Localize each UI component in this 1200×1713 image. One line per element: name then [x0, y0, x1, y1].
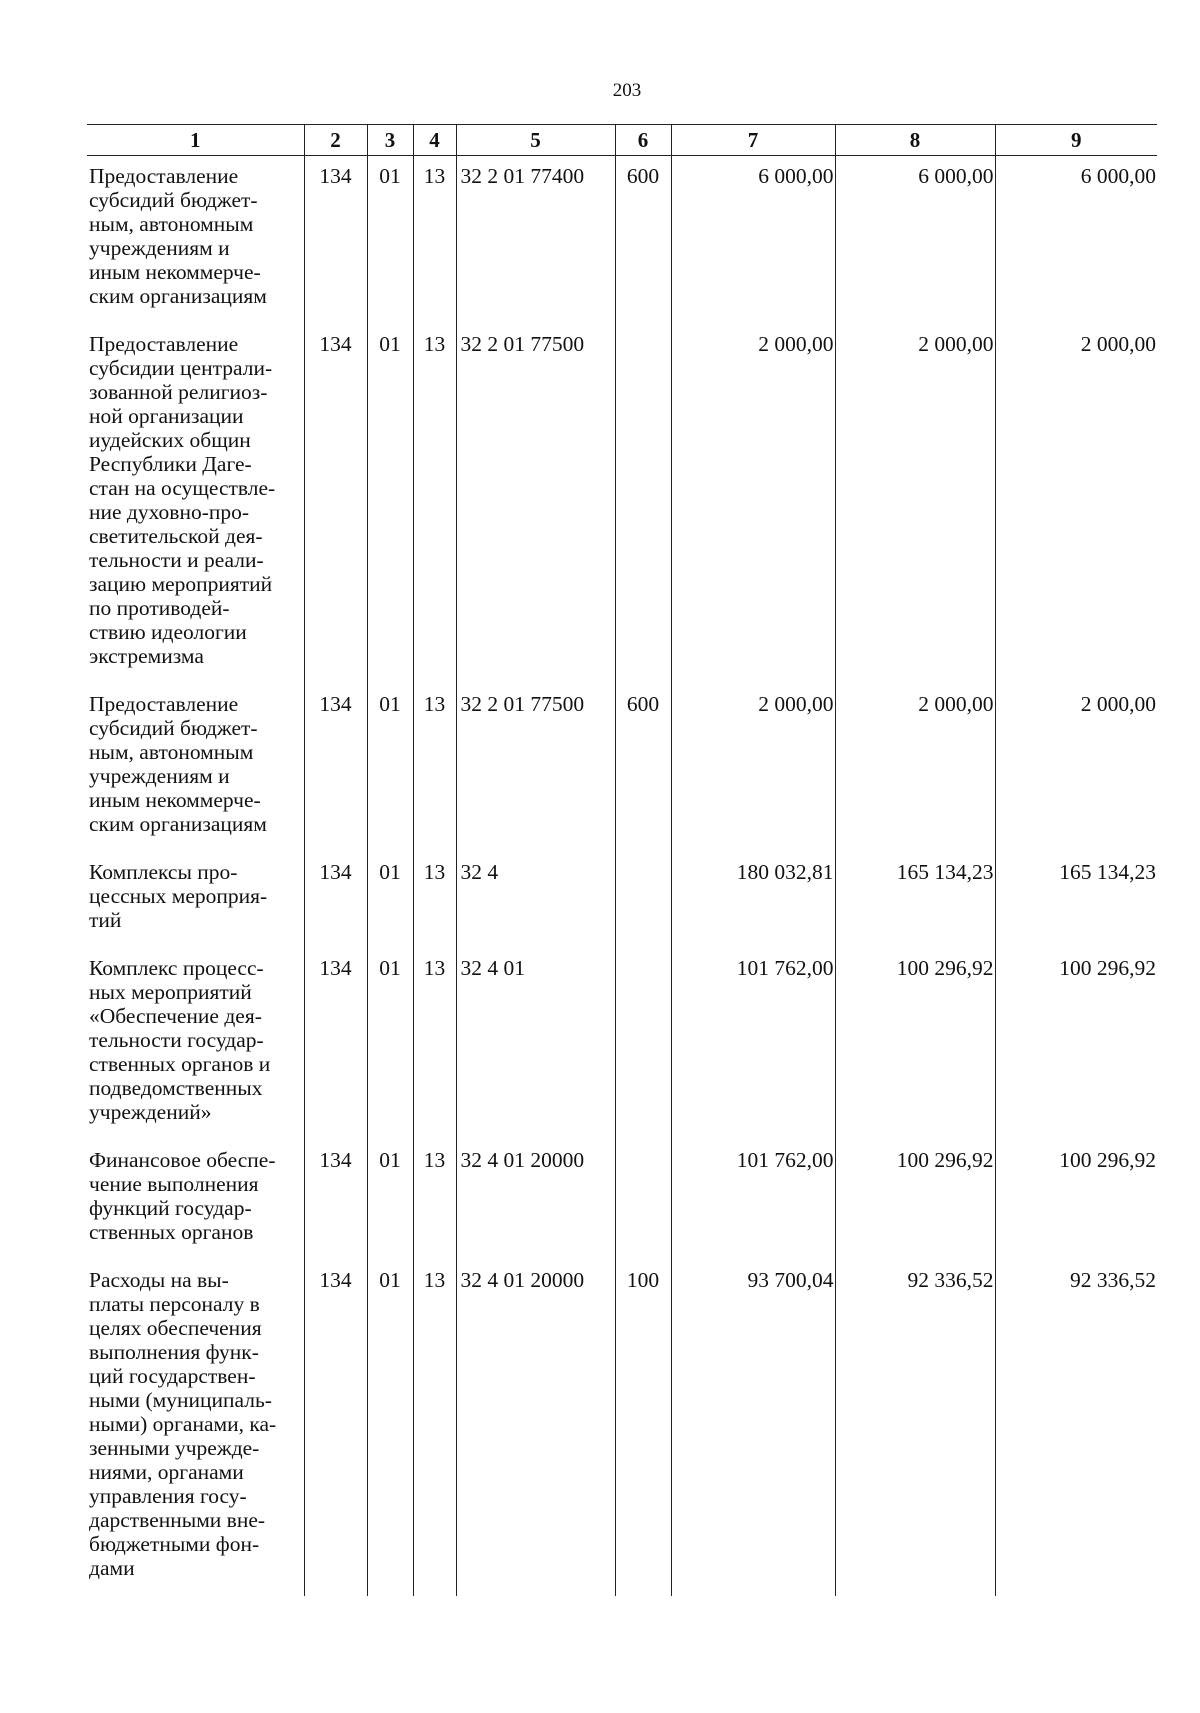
amount-cell: 92 336,52 — [835, 1260, 995, 1596]
description-line: бюджетными фон- — [89, 1532, 260, 1556]
description-cell — [87, 852, 304, 948]
target-article-cell: 32 4 01 20000 — [456, 1140, 615, 1260]
description-line: ние духовно-про- — [89, 500, 250, 524]
section-cell: 01 — [367, 324, 413, 684]
publisher-code-cell: 134 — [304, 1140, 367, 1260]
table-row — [87, 948, 1157, 1140]
column-header: 7 — [671, 125, 835, 156]
expense-type-cell — [615, 852, 671, 948]
description-line: Предоставление — [89, 332, 239, 356]
description-line: ных мероприятий — [89, 980, 252, 1004]
expense-type-cell: 600 — [615, 684, 671, 852]
subsection-cell: 13 — [413, 156, 456, 325]
description-line: ными) органами, ка- — [89, 1412, 277, 1436]
table-row — [87, 852, 1157, 948]
description-line: цессных мероприя- — [89, 884, 268, 908]
section-cell: 01 — [367, 852, 413, 948]
description-cell — [87, 156, 304, 325]
table-row — [87, 684, 1157, 852]
description-line: ным, автономным — [89, 212, 254, 236]
page-number: 203 — [612, 80, 642, 101]
description-line: субсидий бюджет- — [89, 716, 258, 740]
description-line: ниями, органами — [89, 1460, 244, 1484]
description-line: «Обеспечение дея- — [89, 1004, 262, 1028]
description-line: зованной религиоз- — [89, 380, 268, 404]
table-body — [87, 156, 1157, 1597]
target-article-cell: 32 2 01 77500 — [456, 684, 615, 852]
publisher-code-cell: 134 — [304, 1260, 367, 1596]
section-cell: 01 — [367, 156, 413, 325]
target-article-cell: 32 4 01 — [456, 948, 615, 1140]
expense-type-cell — [615, 324, 671, 684]
description-line: учреждений» — [89, 1100, 212, 1124]
description-line: функций государ- — [89, 1196, 252, 1220]
expense-type-cell — [615, 1140, 671, 1260]
target-article-cell: 32 4 — [456, 852, 615, 948]
target-article-cell: 32 2 01 77400 — [456, 156, 615, 325]
amount-cell: 100 296,92 — [835, 948, 995, 1140]
description-line: Комплекс процесс- — [89, 956, 264, 980]
amount-cell: 165 134,23 — [995, 852, 1157, 948]
section-cell: 01 — [367, 1260, 413, 1596]
description-line: Расходы на вы- — [89, 1268, 229, 1292]
amount-cell: 100 296,92 — [835, 1140, 995, 1260]
description-line: выполнения функ- — [89, 1340, 259, 1364]
amount-cell: 165 134,23 — [835, 852, 995, 948]
description-cell — [87, 948, 304, 1140]
expense-type-cell — [615, 948, 671, 1140]
section-cell: 01 — [367, 948, 413, 1140]
amount-cell: 6 000,00 — [995, 156, 1157, 325]
description-line: субсидии централи- — [89, 356, 273, 380]
description-line: светительской дея- — [89, 524, 263, 548]
description-line: Предоставление — [89, 164, 239, 188]
description-line: дарственными вне- — [89, 1508, 266, 1532]
description-line: учреждениям и — [89, 764, 230, 788]
column-header: 5 — [456, 125, 615, 156]
publisher-code-cell: 134 — [304, 684, 367, 852]
subsection-cell: 13 — [413, 1260, 456, 1596]
table-row — [87, 324, 1157, 684]
header-row — [87, 125, 1157, 156]
description-line: ским организациям — [89, 284, 267, 308]
description-line: иудейских общин — [89, 428, 251, 452]
amount-cell: 180 032,81 — [671, 852, 835, 948]
description-line: подведомственных — [89, 1076, 263, 1100]
amount-cell: 100 296,92 — [995, 1140, 1157, 1260]
description-line: ными (муниципаль- — [89, 1388, 272, 1412]
description-line: по противодей- — [89, 596, 230, 620]
amount-cell: 2 000,00 — [671, 684, 835, 852]
amount-cell: 2 000,00 — [995, 324, 1157, 684]
description-line: платы персоналу в — [89, 1292, 260, 1316]
description-line: тельности и реали- — [89, 548, 264, 572]
description-line: иным некоммерче- — [89, 260, 261, 284]
description-line: целях обеспечения — [89, 1316, 262, 1340]
expense-type-cell: 600 — [615, 156, 671, 325]
amount-cell: 101 762,00 — [671, 1140, 835, 1260]
amount-cell: 6 000,00 — [671, 156, 835, 325]
description-line: иным некоммерче- — [89, 788, 261, 812]
amount-cell: 92 336,52 — [995, 1260, 1157, 1596]
amount-cell: 100 296,92 — [995, 948, 1157, 1140]
subsection-cell: 13 — [413, 852, 456, 948]
table-row — [87, 156, 1157, 325]
section-cell: 01 — [367, 1140, 413, 1260]
target-article-cell: 32 2 01 77500 — [456, 324, 615, 684]
amount-cell: 2 000,00 — [995, 684, 1157, 852]
description-line: ным, автономным — [89, 740, 254, 764]
description-line: ной организации — [89, 404, 244, 428]
table-row — [87, 1260, 1157, 1596]
description-line: ственных органов и — [89, 1052, 271, 1076]
expense-type-cell: 100 — [615, 1260, 671, 1596]
amount-cell: 2 000,00 — [835, 324, 995, 684]
amount-cell: 2 000,00 — [671, 324, 835, 684]
description-line: тельности государ- — [89, 1028, 264, 1052]
subsection-cell: 13 — [413, 324, 456, 684]
description-line: тий — [89, 908, 122, 932]
description-line: Республики Даге- — [89, 452, 252, 476]
description-line: субсидий бюджет- — [89, 188, 258, 212]
column-header: 4 — [413, 125, 456, 156]
column-header: 6 — [615, 125, 671, 156]
description-line: ским организациям — [89, 812, 267, 836]
amount-cell: 101 762,00 — [671, 948, 835, 1140]
description-cell — [87, 1260, 304, 1596]
column-header: 2 — [304, 125, 367, 156]
description-line: экстремизма — [89, 644, 204, 668]
publisher-code-cell: 134 — [304, 852, 367, 948]
description-line: ственных органов — [89, 1220, 254, 1244]
description-line: Комплексы про- — [89, 860, 238, 884]
amount-cell: 93 700,04 — [671, 1260, 835, 1596]
description-line: ций государствен- — [89, 1364, 256, 1388]
budget-table — [87, 124, 1157, 1596]
column-header: 1 — [87, 125, 304, 156]
subsection-cell: 13 — [413, 684, 456, 852]
column-header: 3 — [367, 125, 413, 156]
description-line: Предоставление — [89, 692, 239, 716]
description-cell — [87, 324, 304, 684]
description-line: Финансовое обеспе- — [89, 1148, 276, 1172]
amount-cell: 2 000,00 — [835, 684, 995, 852]
section-cell: 01 — [367, 684, 413, 852]
description-line: дами — [89, 1556, 135, 1580]
description-line: стан на осуществле- — [89, 476, 276, 500]
description-cell — [87, 1140, 304, 1260]
amount-cell: 6 000,00 — [835, 156, 995, 325]
target-article-cell: 32 4 01 20000 — [456, 1260, 615, 1596]
description-line: учреждениям и — [89, 236, 230, 260]
column-header: 9 — [995, 125, 1157, 156]
publisher-code-cell: 134 — [304, 156, 367, 325]
publisher-code-cell: 134 — [304, 324, 367, 684]
description-line: ствию идеологии — [89, 620, 247, 644]
publisher-code-cell: 134 — [304, 948, 367, 1140]
description-line: управления госу- — [89, 1484, 247, 1508]
description-cell — [87, 684, 304, 852]
description-line: зенными учрежде- — [89, 1436, 260, 1460]
subsection-cell: 13 — [413, 948, 456, 1140]
description-line: чение выполнения — [89, 1172, 259, 1196]
subsection-cell: 13 — [413, 1140, 456, 1260]
column-header: 8 — [835, 125, 995, 156]
table-row — [87, 1140, 1157, 1260]
description-line: зацию мероприятий — [89, 572, 273, 596]
